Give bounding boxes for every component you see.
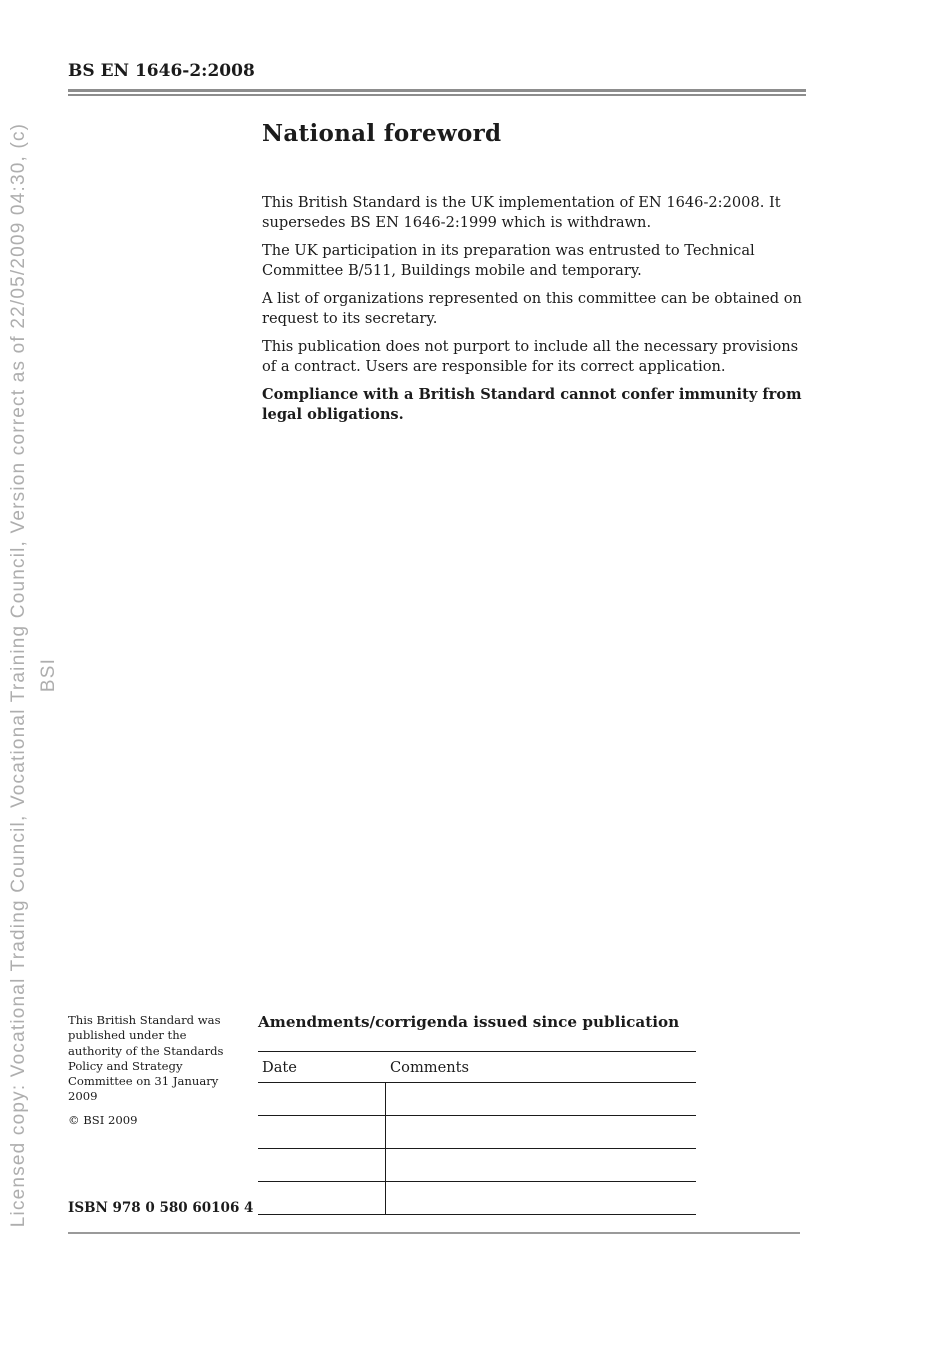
license-watermark-line1: Licensed copy: Vocational Trading Council, Vocational Training Council, Version correct as of 22/05/2009 04:30, (c) xyxy=(8,122,29,1228)
header-rule xyxy=(68,89,806,96)
table-row xyxy=(258,1116,696,1149)
footer-rule xyxy=(68,1232,800,1234)
amendments-table xyxy=(258,1051,696,1215)
amendments-table-rows xyxy=(258,1083,696,1215)
paragraph: A list of organizations represented on this committee can be obtained on request to its secretary. xyxy=(262,290,802,327)
main-content xyxy=(262,120,810,433)
license-watermark-line2: BSI xyxy=(38,657,59,693)
license-watermark xyxy=(4,5,64,1345)
amendments-table-header xyxy=(258,1052,696,1083)
paragraph: The UK participation in its preparation was entrusted to Technical Committee B/511, Buildings mobile and temporary. xyxy=(262,242,755,279)
isbn-number: ISBN 978 0 580 60106 4 xyxy=(68,1200,254,1216)
column-header-date: Date xyxy=(262,1058,297,1076)
copyright-notice: © BSI 2009 xyxy=(68,1113,138,1127)
table-row xyxy=(258,1083,696,1116)
table-row xyxy=(258,1149,696,1182)
table-cell-comments xyxy=(385,1083,696,1115)
page-title: National foreword xyxy=(262,120,502,147)
paragraph: This publication does not purport to include all the necessary provisions of a contract. Users are responsible for its correct application. xyxy=(262,338,799,375)
table-cell-comments xyxy=(385,1149,696,1181)
column-header-comments: Comments xyxy=(390,1058,470,1076)
table-cell-date xyxy=(258,1149,385,1181)
document-number: BS EN 1646-2:2008 xyxy=(68,61,255,81)
amendments-heading: Amendments/corrigenda issued since publication xyxy=(258,1013,680,1031)
table-cell-date xyxy=(258,1083,385,1115)
compliance-note: Compliance with a British Standard cannot confer immunity from legal obligations. xyxy=(262,386,802,423)
paragraph: This British Standard is the UK implementation of EN 1646-2:2008. It supersedes BS EN 1646-2:1999 which is withdrawn. xyxy=(262,194,781,231)
publication-note: This British Standard was published under the authority of the Standards Policy and Strategy Committee on 31 January 2009 xyxy=(68,1013,224,1104)
table-cell-comments xyxy=(385,1116,696,1148)
table-cell-date xyxy=(258,1182,385,1214)
table-row xyxy=(258,1182,696,1215)
table-cell-comments xyxy=(385,1182,696,1214)
table-cell-date xyxy=(258,1116,385,1148)
